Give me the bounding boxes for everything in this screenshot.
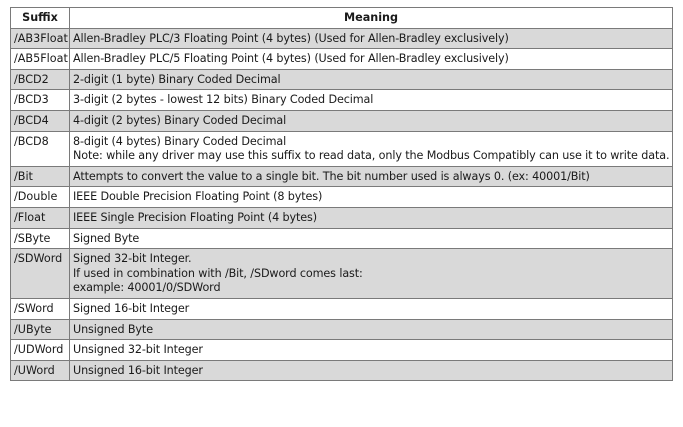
meaning-line: 4-digit (2 bytes) Binary Coded Decimal bbox=[73, 113, 287, 127]
suffix-cell: /BCD4 bbox=[11, 110, 70, 131]
meaning-line: example: 40001/0/SDWord bbox=[73, 281, 221, 295]
meaning-cell bbox=[70, 110, 673, 131]
meaning-cell bbox=[70, 228, 673, 249]
meaning-cell bbox=[70, 166, 673, 187]
table-row bbox=[11, 187, 673, 208]
meaning-cell bbox=[70, 319, 673, 340]
suffix-cell: /BCD3 bbox=[11, 90, 70, 111]
meaning-line: 8-digit (4 bytes) Binary Coded Decimal bbox=[73, 134, 287, 148]
meaning-line: 2-digit (1 byte) Binary Coded Decimal bbox=[73, 72, 281, 86]
meaning-cell bbox=[70, 298, 673, 319]
suffix-table bbox=[10, 7, 673, 381]
suffix-cell: /UDWord bbox=[11, 340, 70, 361]
table-row bbox=[11, 360, 673, 381]
table-row bbox=[11, 298, 673, 319]
suffix-cell: /AB5Float bbox=[11, 49, 70, 70]
suffix-cell: /Bit bbox=[11, 166, 70, 187]
meaning-line: Unsigned 16-bit Integer bbox=[73, 363, 203, 377]
meaning-line: Allen-Bradley PLC/5 Floating Point (4 bytes) (Used for Allen-Bradley exclusively) bbox=[73, 52, 509, 66]
meaning-line: Signed Byte bbox=[73, 231, 140, 245]
meaning-cell bbox=[70, 187, 673, 208]
meaning-line: 3-digit (2 bytes - lowest 12 bits) Binary Coded Decimal bbox=[73, 93, 374, 107]
suffix-cell: /Double bbox=[11, 187, 70, 208]
meaning-line: Unsigned 32-bit Integer bbox=[73, 343, 203, 357]
meaning-line: If used in combination with /Bit, /SDword comes last: bbox=[73, 266, 363, 280]
table-row bbox=[11, 228, 673, 249]
suffix-cell: /AB3Float bbox=[11, 28, 70, 49]
table-row bbox=[11, 207, 673, 228]
meaning-cell bbox=[70, 90, 673, 111]
suffix-cell: /BCD2 bbox=[11, 69, 70, 90]
suffix-cell: /UWord bbox=[11, 360, 70, 381]
table-row bbox=[11, 110, 673, 131]
meaning-cell bbox=[70, 131, 673, 166]
meaning-line: Allen-Bradley PLC/3 Floating Point (4 bytes) (Used for Allen-Bradley exclusively) bbox=[73, 31, 509, 45]
table-row bbox=[11, 131, 673, 166]
suffix-cell: /SDWord bbox=[11, 249, 70, 299]
meaning-column-header: Meaning bbox=[70, 8, 673, 29]
meaning-line: Note: while any driver may use this suffix to read data, only the Modbus Compatibly can use it to write data. bbox=[73, 149, 670, 163]
meaning-cell bbox=[70, 49, 673, 70]
suffix-cell: /Float bbox=[11, 207, 70, 228]
meaning-cell bbox=[70, 207, 673, 228]
meaning-cell bbox=[70, 28, 673, 49]
meaning-line: Unsigned Byte bbox=[73, 322, 153, 336]
suffix-cell: /BCD8 bbox=[11, 131, 70, 166]
table-row bbox=[11, 49, 673, 70]
table-row bbox=[11, 166, 673, 187]
meaning-line: Signed 32-bit Integer. bbox=[73, 252, 192, 266]
table-row bbox=[11, 69, 673, 90]
table-row bbox=[11, 28, 673, 49]
meaning-line: Attempts to convert the value to a single bit. The bit number used is always 0. (ex: 40001/Bit) bbox=[73, 169, 590, 183]
table-row bbox=[11, 249, 673, 299]
meaning-cell bbox=[70, 340, 673, 361]
table-header-row bbox=[11, 8, 673, 29]
meaning-cell bbox=[70, 249, 673, 299]
suffix-cell: /SByte bbox=[11, 228, 70, 249]
meaning-line: Signed 16-bit Integer bbox=[73, 301, 190, 315]
table-row bbox=[11, 90, 673, 111]
meaning-line: IEEE Single Precision Floating Point (4 bytes) bbox=[73, 210, 318, 224]
suffix-cell: /UByte bbox=[11, 319, 70, 340]
meaning-cell bbox=[70, 69, 673, 90]
suffix-table-container bbox=[10, 7, 672, 381]
suffix-column-header: Suffix bbox=[11, 8, 70, 29]
table-body bbox=[11, 28, 673, 381]
meaning-cell bbox=[70, 360, 673, 381]
meaning-line: IEEE Double Precision Floating Point (8 bytes) bbox=[73, 190, 323, 204]
table-row bbox=[11, 319, 673, 340]
suffix-cell: /SWord bbox=[11, 298, 70, 319]
table-row bbox=[11, 340, 673, 361]
